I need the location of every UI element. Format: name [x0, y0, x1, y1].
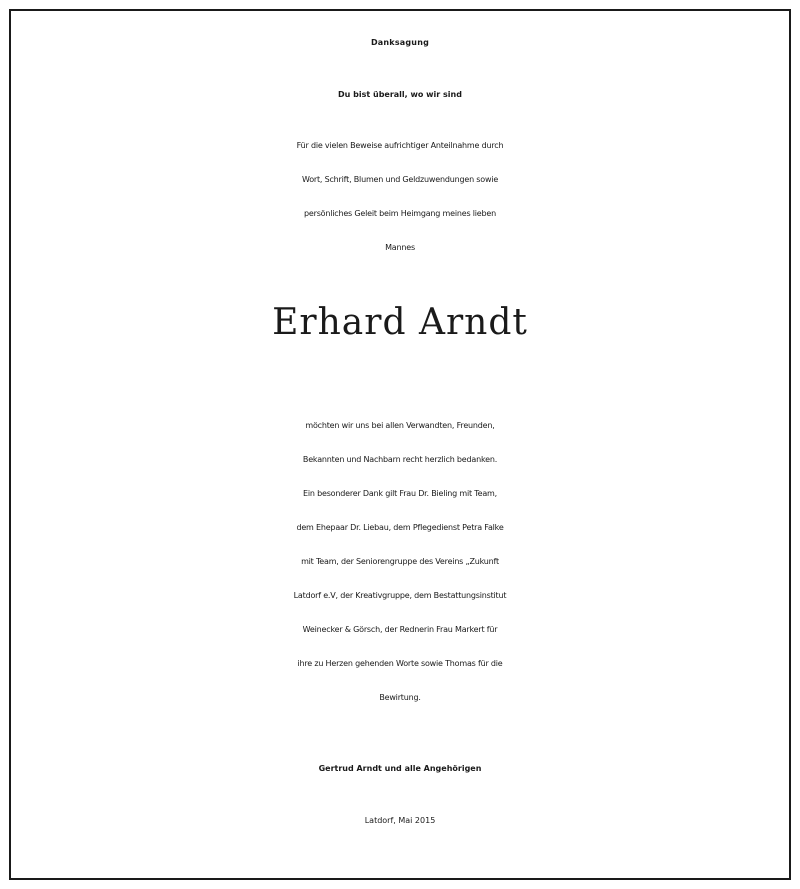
intro-line: persönliches Geleit beim Heimgang meines lieben	[304, 209, 496, 218]
intro-line: Für die vielen Beweise aufrichtiger Anteilnahme durch	[296, 141, 504, 150]
notice-heading: Danksagung	[370, 38, 430, 47]
place-date: Latdorf, Mai 2015	[364, 816, 436, 825]
notice-motto: Du bist überall, wo wir sind	[338, 90, 462, 99]
thanks-line: Bewirtung.	[379, 693, 421, 702]
thanks-line: Weinecker & Görsch, der Rednerin Frau Markert für	[302, 625, 498, 634]
thanks-line: Ein besonderer Dank gilt Frau Dr. Bieling mit Team,	[303, 489, 497, 498]
intro-line: Wort, Schrift, Blumen und Geldzuwendungen sowie	[301, 175, 499, 184]
thanks-line: Latdorf e.V, der Kreativgruppe, dem Bestattungsinstitut	[293, 591, 507, 600]
intro-line: Mannes	[385, 243, 415, 252]
deceased-name: Erhard Arndt	[272, 302, 528, 343]
thanks-line: dem Ehepaar Dr. Liebau, dem Pflegedienst Petra Falke	[296, 523, 504, 532]
signature: Gertrud Arndt und alle Angehörigen	[318, 764, 482, 773]
thanks-line: Bekannten und Nachbarn recht herzlich bedanken.	[302, 455, 498, 464]
thanks-line: ihre zu Herzen gehenden Worte sowie Thomas für die	[297, 659, 503, 668]
thanks-line: mit Team, der Seniorengruppe des Vereins „Zukunft	[301, 557, 499, 566]
thanks-line: möchten wir uns bei allen Verwandten, Freunden,	[305, 421, 495, 430]
notice-border	[9, 9, 791, 880]
